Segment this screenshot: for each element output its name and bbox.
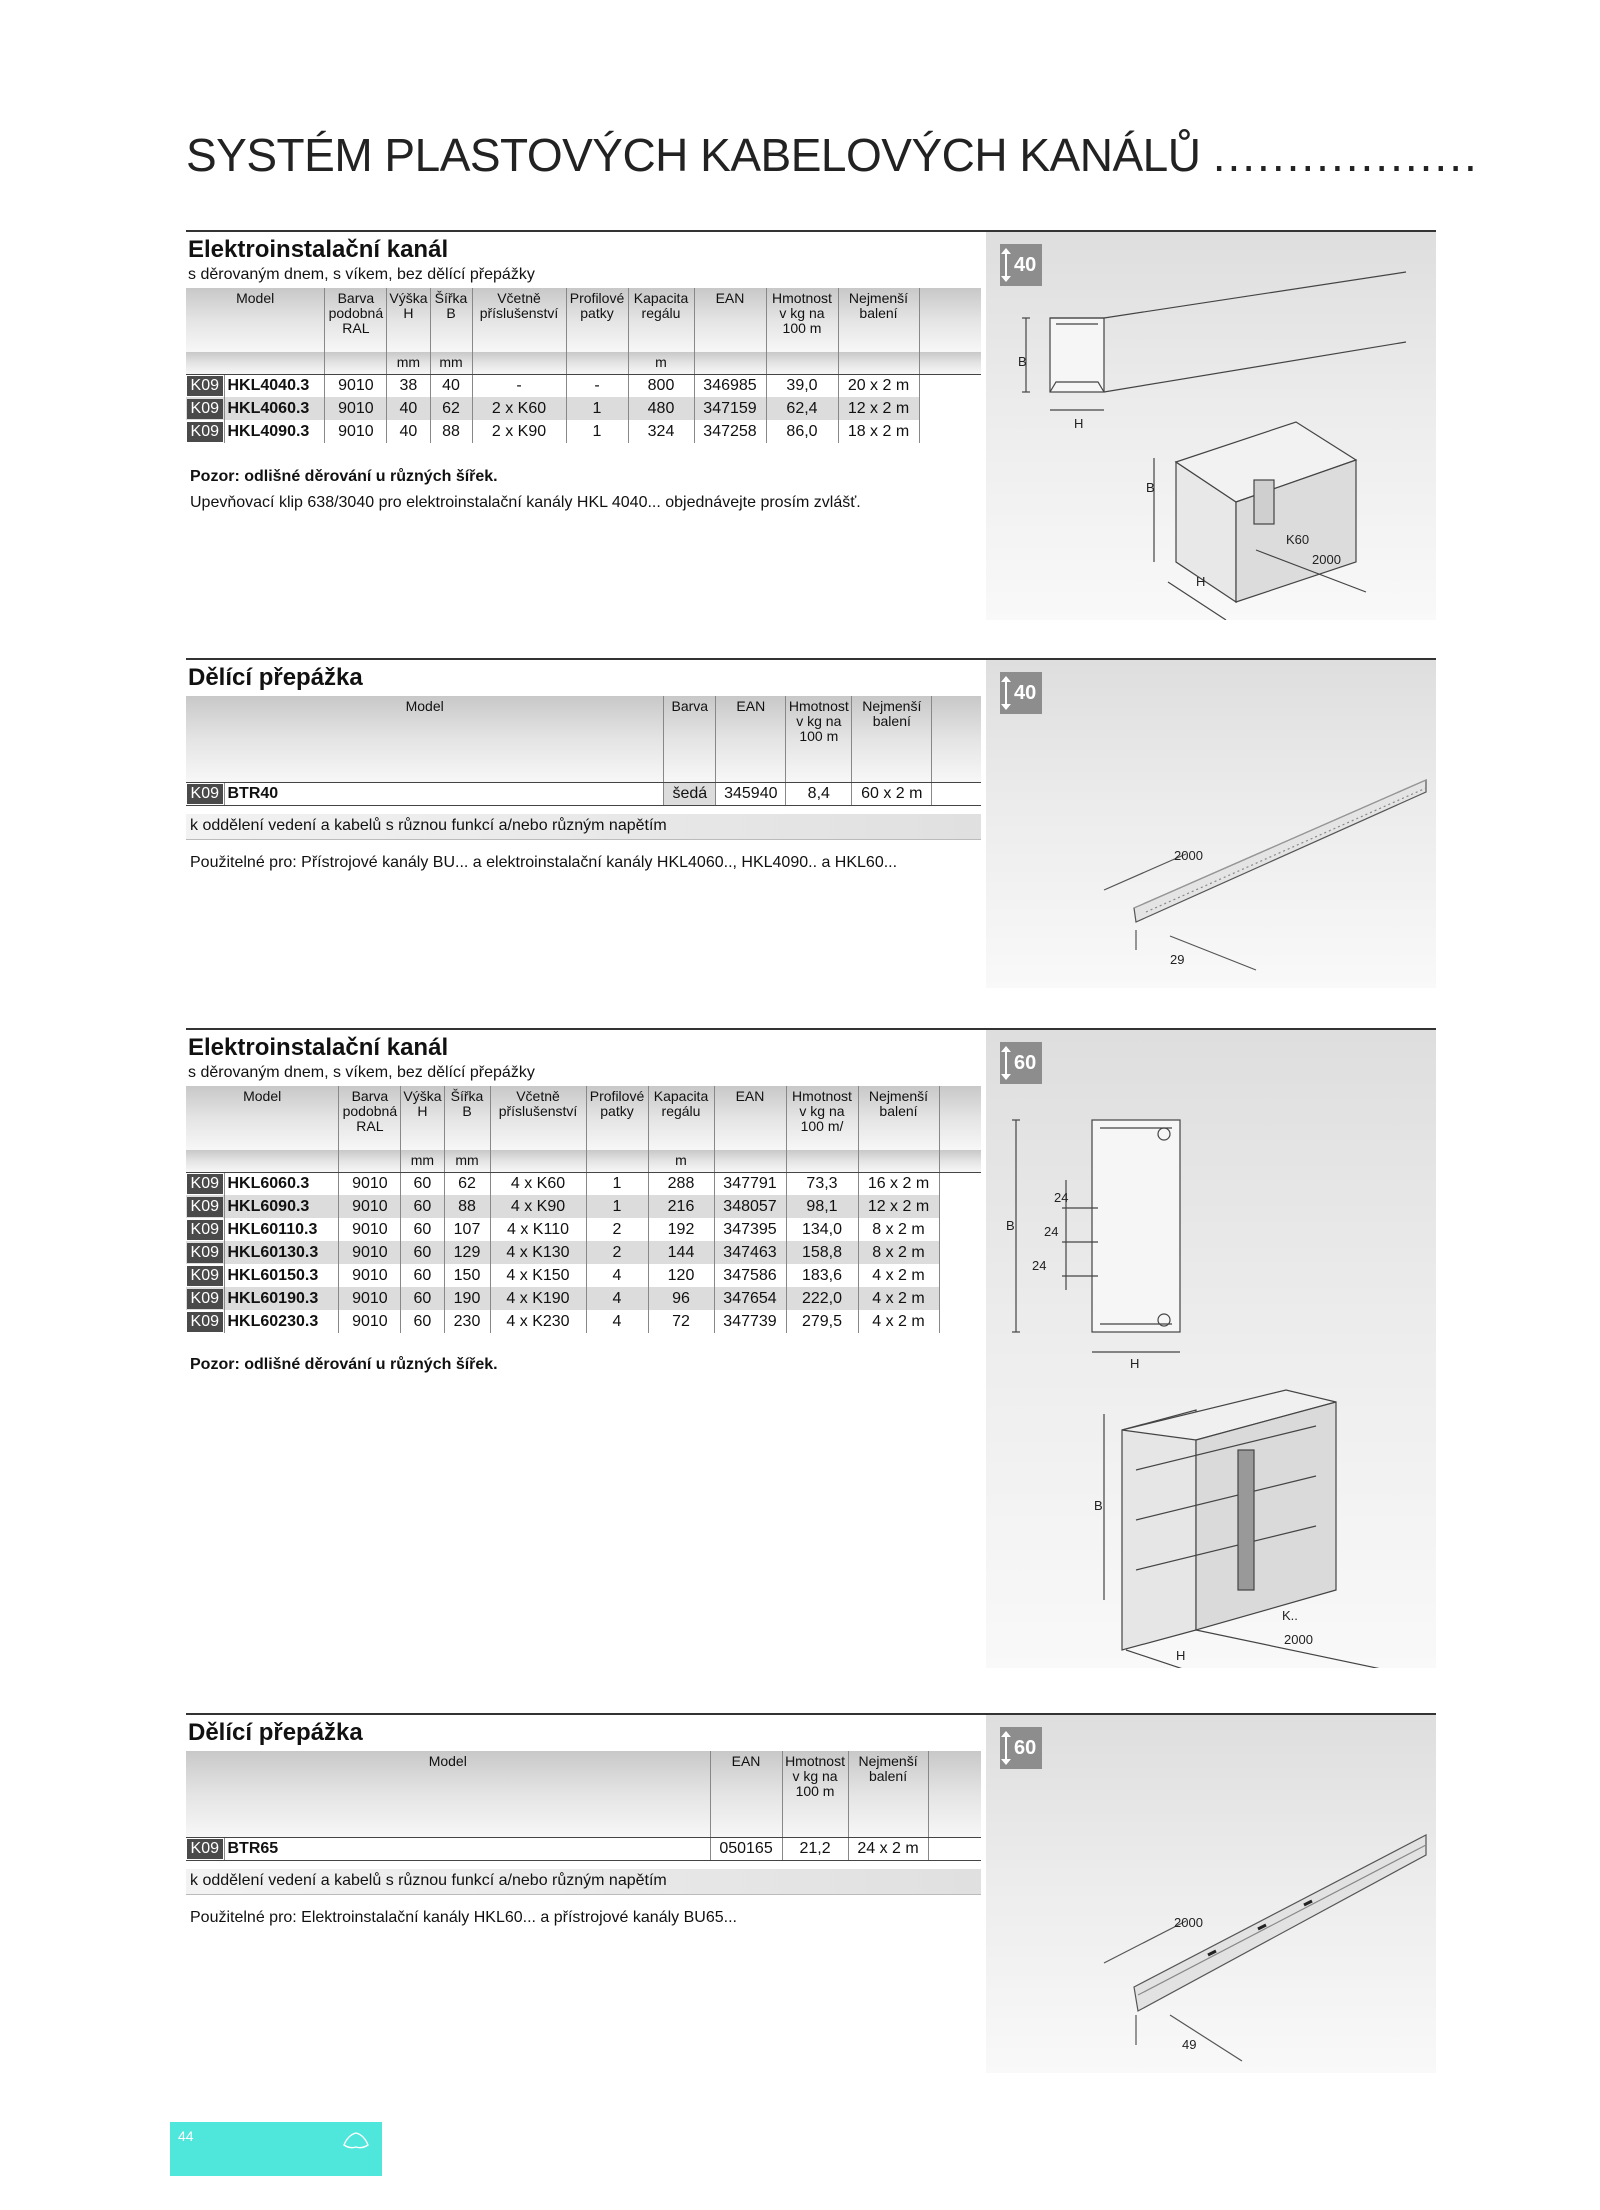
table-row bbox=[186, 1172, 981, 1195]
section-title: Elektroinstalační kanál bbox=[188, 1034, 449, 1061]
ral-cell: 9010 bbox=[339, 1172, 401, 1195]
info-note: Upevňovací klip 638/3040 pro elektroinstalační kanály HKL 4040... objednávejte prosím zvlášť. bbox=[190, 494, 861, 511]
model-cell: HKL6060.3 bbox=[224, 1172, 339, 1195]
capacity-cell: 800 bbox=[628, 374, 694, 397]
capacity-cell: 192 bbox=[648, 1218, 714, 1241]
model-cell: HKL60130.3 bbox=[224, 1241, 339, 1264]
table-row bbox=[186, 1218, 981, 1241]
weight-cell: 21,2 bbox=[782, 1837, 848, 1860]
weight-cell: 98,1 bbox=[786, 1195, 858, 1218]
model-cell: HKL60190.3 bbox=[224, 1287, 339, 1310]
category-code-badge: K09 bbox=[187, 784, 223, 804]
table-row bbox=[186, 1195, 981, 1218]
model-cell: BTR40 bbox=[224, 782, 664, 805]
width-cell: 129 bbox=[444, 1241, 490, 1264]
table-row bbox=[186, 1310, 981, 1333]
category-code-badge: K09 bbox=[187, 1839, 223, 1859]
feet-cell: 4 bbox=[586, 1310, 648, 1333]
col-weight: Hmotnost v kg na 100 m bbox=[786, 696, 852, 782]
label-length: 2000 bbox=[1284, 1632, 1313, 1647]
usage-bar: k oddělení vedení a kabelů s různou funkcí a/nebo různým napětím bbox=[186, 814, 981, 840]
pack-cell: 24 x 2 m bbox=[848, 1837, 928, 1860]
category-code-badge: K09 bbox=[187, 1312, 223, 1332]
section-hkl40 bbox=[186, 230, 1436, 620]
category-code-cell bbox=[186, 1172, 224, 1195]
label-b: B bbox=[1018, 354, 1027, 369]
size-badge: 40 bbox=[1000, 672, 1042, 714]
model-cell: HKL4090.3 bbox=[224, 420, 325, 443]
height-cell: 60 bbox=[401, 1172, 444, 1195]
width-cell: 88 bbox=[444, 1195, 490, 1218]
col-model: Model bbox=[186, 696, 664, 782]
ean-cell: 347463 bbox=[714, 1241, 786, 1264]
section-subtitle: s děrovaným dnem, s víkem, bez dělící přepážky bbox=[188, 266, 535, 283]
table-row bbox=[186, 1287, 981, 1310]
category-code-cell bbox=[186, 1837, 224, 1860]
category-code-cell bbox=[186, 1310, 224, 1333]
table-row bbox=[186, 782, 981, 805]
col-accessories: Včetně příslušenství bbox=[490, 1086, 586, 1150]
category-code-cell bbox=[186, 1195, 224, 1218]
table-row bbox=[186, 1241, 981, 1264]
section-btr65 bbox=[186, 1713, 1436, 2073]
section-btr40 bbox=[186, 658, 1436, 988]
label-spacing-3: 24 bbox=[1032, 1258, 1047, 1273]
col-ean: EAN bbox=[694, 288, 766, 352]
accessories-cell: 4 x K110 bbox=[490, 1218, 586, 1241]
spec-table bbox=[186, 288, 981, 443]
width-cell: 88 bbox=[430, 420, 472, 443]
divider-diagram bbox=[986, 1715, 1436, 2073]
col-model: Model bbox=[186, 288, 325, 352]
height-cell: 60 bbox=[401, 1218, 444, 1241]
label-k: K.. bbox=[1282, 1608, 1298, 1623]
weight-cell: 222,0 bbox=[786, 1287, 858, 1310]
feet-cell: - bbox=[566, 374, 628, 397]
ean-cell: 347395 bbox=[714, 1218, 786, 1241]
ean-cell: 348057 bbox=[714, 1195, 786, 1218]
col-weight: Hmotnost v kg na 100 m bbox=[782, 1751, 848, 1837]
unit-height: mm bbox=[387, 352, 430, 374]
category-code-cell bbox=[186, 1241, 224, 1264]
size-badge: 60 bbox=[1000, 1727, 1042, 1769]
category-code-cell bbox=[186, 374, 224, 397]
weight-cell: 39,0 bbox=[766, 374, 838, 397]
height-cell: 60 bbox=[401, 1287, 444, 1310]
pack-cell: 20 x 2 m bbox=[838, 374, 919, 397]
model-cell: BTR65 bbox=[224, 1837, 710, 1860]
height-cell: 40 bbox=[387, 420, 430, 443]
unit-width: mm bbox=[444, 1150, 490, 1172]
feet-cell: 4 bbox=[586, 1287, 648, 1310]
accessories-cell: 4 x K130 bbox=[490, 1241, 586, 1264]
accessories-cell: - bbox=[472, 374, 566, 397]
width-cell: 40 bbox=[430, 374, 472, 397]
category-code-cell bbox=[186, 397, 224, 420]
unit-height: mm bbox=[401, 1150, 444, 1172]
feet-cell: 2 bbox=[586, 1218, 648, 1241]
unit-capacity: m bbox=[648, 1150, 714, 1172]
size-badge: 40 bbox=[1000, 244, 1042, 286]
pack-cell: 8 x 2 m bbox=[858, 1241, 939, 1264]
page-title: SYSTÉM PLASTOVÝCH KABELOVÝCH KANÁLŮ .................. bbox=[186, 129, 1479, 181]
accessories-cell: 4 x K230 bbox=[490, 1310, 586, 1333]
category-code-badge: K09 bbox=[187, 1220, 223, 1240]
label-spacing-2: 24 bbox=[1044, 1224, 1059, 1239]
weight-cell: 8,4 bbox=[786, 782, 852, 805]
warning-note: Pozor: odlišné děrování u různých šířek. bbox=[190, 468, 498, 485]
col-model: Model bbox=[186, 1086, 339, 1150]
category-code-badge: K09 bbox=[187, 1289, 223, 1309]
feet-cell: 2 bbox=[586, 1241, 648, 1264]
category-code-cell bbox=[186, 1264, 224, 1287]
pack-cell: 18 x 2 m bbox=[838, 420, 919, 443]
col-ral: Barva podobná RAL bbox=[339, 1086, 401, 1150]
diagram-panel bbox=[986, 232, 1436, 620]
category-code-badge: K09 bbox=[187, 1197, 223, 1217]
col-feet: Profilové patky bbox=[586, 1086, 648, 1150]
capacity-cell: 480 bbox=[628, 397, 694, 420]
label-b-3d: B bbox=[1094, 1498, 1103, 1513]
label-width: 29 bbox=[1170, 952, 1185, 967]
page-footer-tab bbox=[170, 2122, 382, 2176]
col-spacer bbox=[928, 1751, 981, 1837]
category-code-badge: K09 bbox=[187, 1174, 223, 1194]
info-note: Použitelné pro: Přístrojové kanály BU... a elektroinstalační kanály HKL4060.., HKL4090.. a HKL60... bbox=[190, 854, 898, 871]
height-cell: 60 bbox=[401, 1310, 444, 1333]
label-h: H bbox=[1074, 416, 1084, 431]
label-b-3d: B bbox=[1146, 480, 1155, 495]
ean-cell: 347654 bbox=[714, 1287, 786, 1310]
spec-table bbox=[186, 696, 981, 806]
capacity-cell: 216 bbox=[648, 1195, 714, 1218]
diagram-panel bbox=[986, 1715, 1436, 2073]
capacity-cell: 96 bbox=[648, 1287, 714, 1310]
accessories-cell: 4 x K190 bbox=[490, 1287, 586, 1310]
table-row bbox=[186, 1837, 981, 1860]
accessories-cell: 2 x K90 bbox=[472, 420, 566, 443]
ean-cell: 347159 bbox=[694, 397, 766, 420]
category-code-badge: K09 bbox=[187, 1243, 223, 1263]
col-color: Barva bbox=[664, 696, 716, 782]
width-cell: 62 bbox=[444, 1172, 490, 1195]
label-length: 2000 bbox=[1312, 552, 1341, 567]
label-length: 2000 bbox=[1174, 848, 1203, 863]
size-badge: 60 bbox=[1000, 1042, 1042, 1084]
accessories-cell: 4 x K150 bbox=[490, 1264, 586, 1287]
unit-capacity: m bbox=[628, 352, 694, 374]
category-code-badge: K09 bbox=[187, 422, 223, 442]
label-k60: K60 bbox=[1286, 532, 1310, 547]
spec-table bbox=[186, 1751, 981, 1861]
col-spacer bbox=[932, 696, 981, 782]
model-cell: HKL4060.3 bbox=[224, 397, 325, 420]
col-ral: Barva podobná RAL bbox=[325, 288, 387, 352]
height-cell: 60 bbox=[401, 1195, 444, 1218]
col-pack: Nejmenší balení bbox=[848, 1751, 928, 1837]
color-cell: šedá bbox=[664, 782, 716, 805]
ean-cell: 347739 bbox=[714, 1310, 786, 1333]
height-cell: 60 bbox=[401, 1264, 444, 1287]
category-code-cell bbox=[186, 1218, 224, 1241]
feet-cell: 1 bbox=[566, 397, 628, 420]
category-code-cell bbox=[186, 1287, 224, 1310]
divider-diagram bbox=[986, 660, 1436, 988]
weight-cell: 134,0 bbox=[786, 1218, 858, 1241]
unit-width: mm bbox=[430, 352, 472, 374]
accessories-cell: 2 x K60 bbox=[472, 397, 566, 420]
width-cell: 230 bbox=[444, 1310, 490, 1333]
width-cell: 107 bbox=[444, 1218, 490, 1241]
col-spacer bbox=[919, 288, 981, 352]
model-cell: HKL4040.3 bbox=[224, 374, 325, 397]
col-ean: EAN bbox=[710, 1751, 782, 1837]
width-cell: 62 bbox=[430, 397, 472, 420]
height-cell: 40 bbox=[387, 397, 430, 420]
col-pack: Nejmenší balení bbox=[838, 288, 919, 352]
ral-cell: 9010 bbox=[339, 1218, 401, 1241]
label-length: 2000 bbox=[1174, 1915, 1203, 1930]
weight-cell: 158,8 bbox=[786, 1241, 858, 1264]
label-b: B bbox=[1006, 1218, 1015, 1233]
table-row bbox=[186, 1264, 981, 1287]
pack-cell: 12 x 2 m bbox=[858, 1195, 939, 1218]
col-width: Šířka B bbox=[444, 1086, 490, 1150]
col-height: Výška H bbox=[387, 288, 430, 352]
capacity-cell: 288 bbox=[648, 1172, 714, 1195]
category-code-badge: K09 bbox=[187, 1266, 223, 1286]
accessories-cell: 4 x K60 bbox=[490, 1172, 586, 1195]
ral-cell: 9010 bbox=[339, 1310, 401, 1333]
table-row bbox=[186, 397, 981, 420]
col-height: Výška H bbox=[401, 1086, 444, 1150]
table-row bbox=[186, 420, 981, 443]
ean-cell: 050165 bbox=[710, 1837, 782, 1860]
capacity-cell: 72 bbox=[648, 1310, 714, 1333]
category-code-badge: K09 bbox=[187, 399, 223, 419]
ean-cell: 347258 bbox=[694, 420, 766, 443]
ral-cell: 9010 bbox=[339, 1287, 401, 1310]
weight-cell: 73,3 bbox=[786, 1172, 858, 1195]
width-cell: 190 bbox=[444, 1287, 490, 1310]
weight-cell: 183,6 bbox=[786, 1264, 858, 1287]
section-hkl60 bbox=[186, 1028, 1436, 1668]
ral-cell: 9010 bbox=[339, 1241, 401, 1264]
col-spacer bbox=[939, 1086, 981, 1150]
label-h-3d: H bbox=[1196, 574, 1206, 589]
label-spacing-1: 24 bbox=[1054, 1190, 1069, 1205]
feet-cell: 1 bbox=[586, 1172, 648, 1195]
col-ean: EAN bbox=[716, 696, 786, 782]
feet-cell: 4 bbox=[586, 1264, 648, 1287]
capacity-cell: 120 bbox=[648, 1264, 714, 1287]
category-code-cell bbox=[186, 420, 224, 443]
col-pack: Nejmenší balení bbox=[858, 1086, 939, 1150]
brand-logo-icon bbox=[342, 2131, 370, 2151]
pack-cell: 60 x 2 m bbox=[852, 782, 932, 805]
weight-cell: 86,0 bbox=[766, 420, 838, 443]
feet-cell: 1 bbox=[586, 1195, 648, 1218]
ral-cell: 9010 bbox=[325, 420, 387, 443]
ean-cell: 346985 bbox=[694, 374, 766, 397]
col-accessories: Včetně příslušenství bbox=[472, 288, 566, 352]
capacity-cell: 144 bbox=[648, 1241, 714, 1264]
weight-cell: 62,4 bbox=[766, 397, 838, 420]
ean-cell: 345940 bbox=[716, 782, 786, 805]
col-capacity: Kapacita regálu bbox=[628, 288, 694, 352]
pack-cell: 4 x 2 m bbox=[858, 1287, 939, 1310]
section-subtitle: s děrovaným dnem, s víkem, bez dělící přepážky bbox=[188, 1064, 535, 1081]
col-weight: Hmotnost v kg na 100 m/ bbox=[786, 1086, 858, 1150]
model-cell: HKL60230.3 bbox=[224, 1310, 339, 1333]
label-width: 49 bbox=[1182, 2037, 1197, 2052]
pack-cell: 4 x 2 m bbox=[858, 1310, 939, 1333]
label-h: H bbox=[1130, 1356, 1140, 1371]
diagram-panel bbox=[986, 660, 1436, 988]
accessories-cell: 4 x K90 bbox=[490, 1195, 586, 1218]
category-code-badge: K09 bbox=[187, 376, 223, 396]
pack-cell: 8 x 2 m bbox=[858, 1218, 939, 1241]
page-number: 44 bbox=[178, 2128, 194, 2144]
height-cell: 60 bbox=[401, 1241, 444, 1264]
category-code-cell bbox=[186, 782, 224, 805]
table-row bbox=[186, 374, 981, 397]
ral-cell: 9010 bbox=[325, 374, 387, 397]
pack-cell: 16 x 2 m bbox=[858, 1172, 939, 1195]
col-feet: Profilové patky bbox=[566, 288, 628, 352]
model-cell: HKL6090.3 bbox=[224, 1195, 339, 1218]
capacity-cell: 324 bbox=[628, 420, 694, 443]
usage-bar: k oddělení vedení a kabelů s různou funkcí a/nebo různým napětím bbox=[186, 1869, 981, 1895]
diagram-panel bbox=[986, 1030, 1436, 1668]
section-title: Dělící přepážka bbox=[188, 664, 363, 691]
section-title: Elektroinstalační kanál bbox=[188, 236, 449, 263]
section-title: Dělící přepážka bbox=[188, 1719, 363, 1746]
ral-cell: 9010 bbox=[339, 1195, 401, 1218]
model-cell: HKL60150.3 bbox=[224, 1264, 339, 1287]
weight-cell: 279,5 bbox=[786, 1310, 858, 1333]
col-capacity: Kapacita regálu bbox=[648, 1086, 714, 1150]
warning-note: Pozor: odlišné děrování u různých šířek. bbox=[190, 1356, 498, 1373]
col-width: Šířka B bbox=[430, 288, 472, 352]
col-pack: Nejmenší balení bbox=[852, 696, 932, 782]
pack-cell: 12 x 2 m bbox=[838, 397, 919, 420]
channel-diagram bbox=[986, 232, 1436, 620]
ral-cell: 9010 bbox=[325, 397, 387, 420]
width-cell: 150 bbox=[444, 1264, 490, 1287]
info-note: Použitelné pro: Elektroinstalační kanály HKL60... a přístrojové kanály BU65... bbox=[190, 1909, 737, 1926]
ral-cell: 9010 bbox=[339, 1264, 401, 1287]
col-weight: Hmotnost v kg na 100 m bbox=[766, 288, 838, 352]
feet-cell: 1 bbox=[566, 420, 628, 443]
height-cell: 38 bbox=[387, 374, 430, 397]
channel-diagram bbox=[986, 1030, 1436, 1668]
ean-cell: 347586 bbox=[714, 1264, 786, 1287]
model-cell: HKL60110.3 bbox=[224, 1218, 339, 1241]
col-ean: EAN bbox=[714, 1086, 786, 1150]
ean-cell: 347791 bbox=[714, 1172, 786, 1195]
label-h-3d: H bbox=[1176, 1648, 1186, 1663]
spec-table bbox=[186, 1086, 981, 1333]
col-model: Model bbox=[186, 1751, 710, 1837]
pack-cell: 4 x 2 m bbox=[858, 1264, 939, 1287]
